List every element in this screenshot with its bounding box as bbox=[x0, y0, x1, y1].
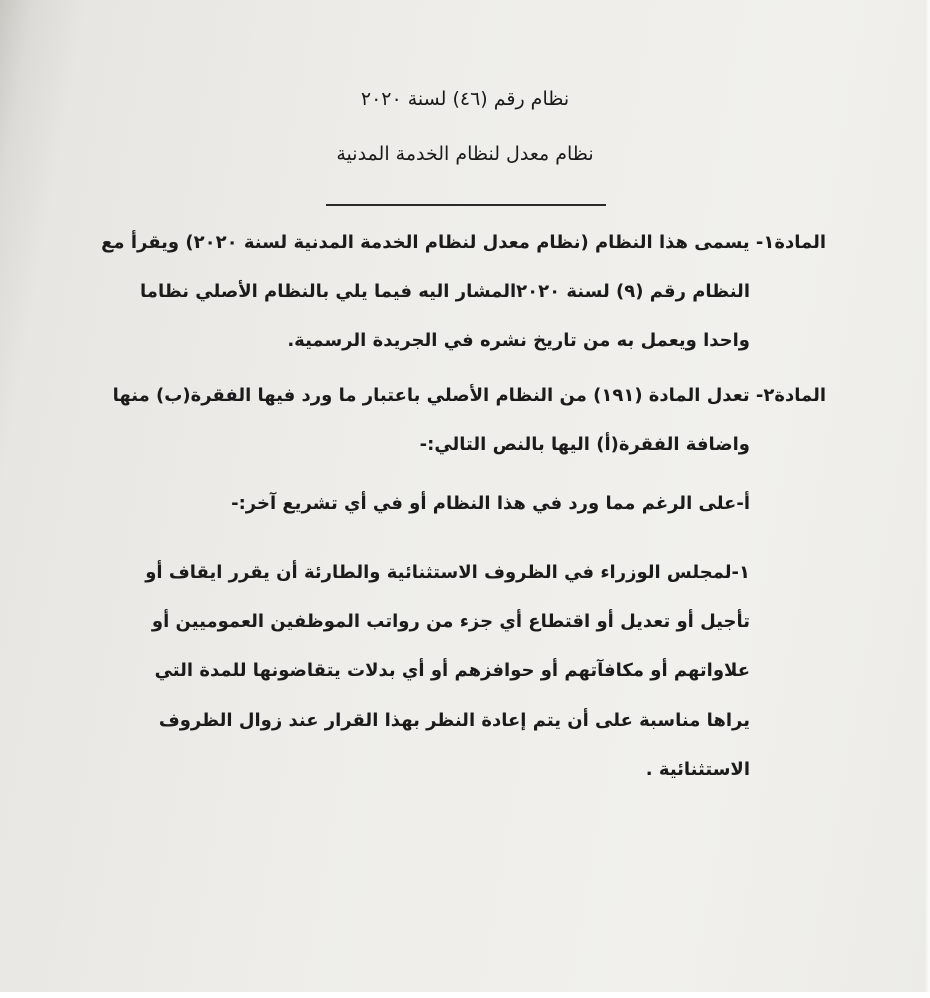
article-2-line-1: المادة٢- تعدل المادة (١٩١) من النظام الأصلي باعتبار ما ورد فيها الفقرة(ب) منها bbox=[112, 385, 826, 406]
item-1-line-2: تأجيل أو تعديل أو اقتطاع أي جزء من رواتب الموظفين العموميين أو bbox=[151, 611, 750, 632]
article-1-line-1: المادة١- يسمى هذا النظام (نظام معدل لنظام الخدمة المدنية لسنة ٢٠٢٠) ويقرأ مع bbox=[101, 232, 826, 253]
item-1-line-5: الاستثنائية . bbox=[645, 759, 750, 780]
item-1-line-4: يراها مناسبة على أن يتم إعادة النظر بهذا القرار عند زوال الظروف bbox=[158, 710, 750, 731]
article-1-line-2: النظام رقم (٩) لسنة ٢٠٢٠المشار اليه فيما يلي بالنظام الأصلي نظاما bbox=[140, 281, 750, 302]
document-subtitle: نظام معدل لنظام الخدمة المدنية bbox=[336, 143, 594, 165]
clause-a: أ-على الرغم مما ورد في هذا النظام أو في أي تشريع آخر:- bbox=[231, 493, 750, 514]
item-1-line-3: علاواتهم أو مكافآتهم أو حوافزهم أو أي بدلات يتقاضونها للمدة التي bbox=[154, 660, 750, 681]
item-1-line-1: ١-لمجلس الوزراء في الظروف الاستثنائية والطارئة أن يقرر ايقاف أو bbox=[145, 562, 750, 583]
title-divider bbox=[326, 204, 606, 206]
article-2-line-2: واضافة الفقرة(أ) اليها بالنص التالي:- bbox=[419, 434, 750, 455]
article-1-line-3: واحدا ويعمل به من تاريخ نشره في الجريدة الرسمية. bbox=[287, 330, 750, 351]
document-title: نظام رقم (٤٦) لسنة ٢٠٢٠ bbox=[360, 88, 570, 110]
